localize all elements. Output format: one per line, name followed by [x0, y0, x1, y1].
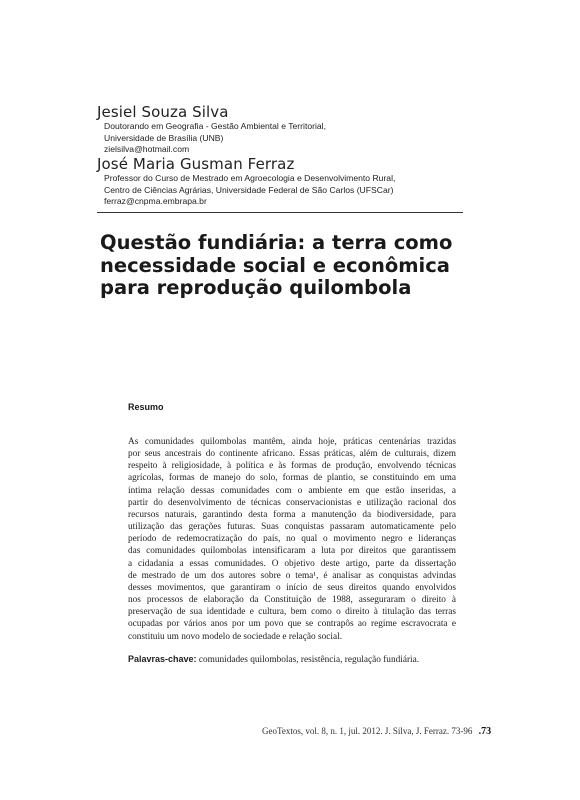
title-line: Questão fundiária: a terra como [100, 231, 453, 254]
abstract-line: utilização das gerações futuras. Suas conquistas passaram automaticamente pelo [128, 522, 456, 533]
page-number: .73 [478, 726, 492, 737]
abstract-line: nos processos de elaboração da Constituição de 1988, asseguraram o direito à [128, 595, 456, 606]
abstract-line: por seus ancestrais do continente africano. Essas práticas, além de culturais, dizem [128, 449, 456, 460]
author-name: Jesiel Souza Silva [97, 103, 229, 121]
abstract-line: ocupadas por vários anos por um povo que se contrapôs ao regime escravocrata e [128, 619, 456, 630]
abstract-line: respeito à religiosidade, à política e às formas de produção, envolvendo técnicas [128, 461, 456, 472]
abstract-line: partir do desenvolvimento de técnicas conservacionistas e utilização racional dos [128, 497, 456, 508]
article-title [100, 232, 470, 300]
abstract-line: desses movimentos, que garantiram o início de seus direitos quando envolvidos [128, 582, 456, 593]
author-email: zielsilva@hotmail.com [104, 144, 190, 154]
keywords-label: Palavras-chave: [128, 654, 197, 664]
author-affiliation-line: Professor do Curso de Mestrado em Agroecologia e Desenvolvimento Rural, [104, 173, 396, 183]
author-block [97, 103, 326, 156]
abstract-heading: Resumo [128, 402, 164, 412]
abstract-line: As comunidades quilombolas mantêm, ainda hoje, práticas centenárias trazidas [128, 437, 456, 447]
footer-citation: GeoTextos, vol. 8, n. 1, jul. 2012. J. Silva, J. Ferraz. 73-96 [262, 726, 473, 736]
abstract-line: das comunidades quilombolas intensificaram a luta por direitos que garantissem [128, 546, 456, 557]
author-affiliation-line: Universidade de Brasília (UNB) [104, 132, 224, 143]
abstract-line: de mestrado de um dos autores sobre o tema¹, é analisar as conquistas advindas [128, 570, 456, 581]
title-line: para reprodução quilombola [100, 276, 412, 299]
author-email: ferraz@cnpma.embrapa.br [104, 196, 207, 206]
keywords-text: comunidades quilombolas, resistência, regulação fundiária. [196, 655, 420, 665]
abstract-line: constituiu um novo modelo de sociedade e relação social. [128, 631, 343, 642]
keywords [128, 654, 458, 665]
header-divider [97, 212, 463, 213]
abstract-line: período de redemocratização do país, no qual o movimento negro e lideranças [128, 534, 456, 545]
abstract-line: a cidadania a essas comunidades. O objetivo deste artigo, parte da dissertação [128, 558, 456, 569]
title-line: necessidade social e econômica [100, 253, 450, 277]
abstract-line: recursos naturais, garantindo desta forma a manutenção da biodiversidade, para [128, 509, 456, 520]
author-block [97, 155, 395, 208]
abstract-body [128, 436, 456, 643]
author-affiliation-line: Centro de Ciências Agrárias, Universidade Federal de São Carlos (UFSCar) [104, 184, 394, 195]
abstract-line: íntima relação dessas comunidades com o ambiente em que estão inseridas, a [128, 485, 456, 496]
abstract-line: preservação de sua identidade e cultura, bem como o direito à titulação das terras [128, 607, 456, 618]
author-name: José Maria Gusman Ferraz [97, 155, 295, 173]
author-affiliation-line: Doutorando em Geografia - Gestão Ambiental e Territorial, [104, 121, 326, 131]
abstract-line: agrícolas, formas de manejo do solo, formas de plantio, se constituindo em uma [128, 473, 456, 484]
page-footer [262, 726, 491, 737]
